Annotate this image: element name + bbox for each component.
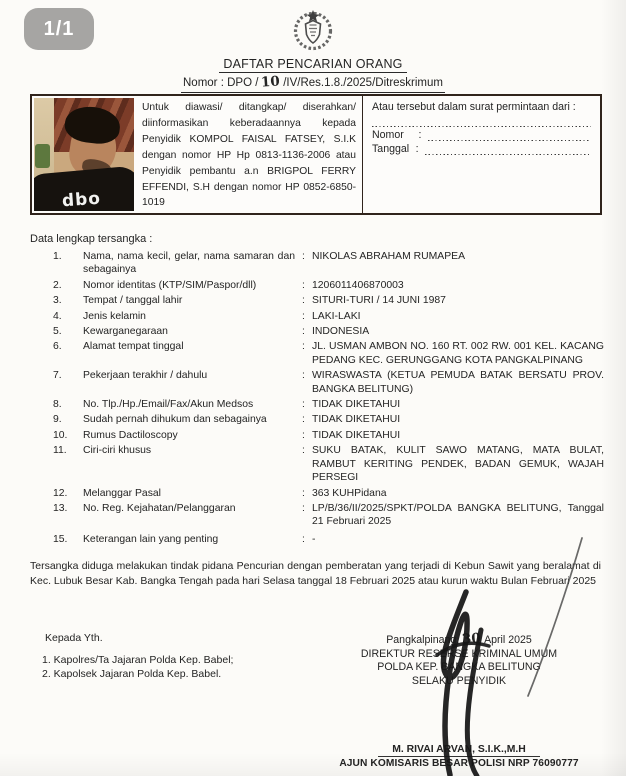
case-summary: Tersangka diduga melakukan tindak pidana Pencurian dengan pemberatan yang terjadi di Kebun Sawit yang beralamat di Kec. Lubuk Besar Kab. Bangka Tengah pada hari Selasa tanggal 18 Februari 2025 atau kurun waktu Bulan Februari 2025 [30,560,601,587]
signature-block [306,630,612,770]
table-row: 1. Nama, nama kecil, gelar, nama samaran dan sebagainya : NIKOLAS ABRAHAM RUMAPEA [53,251,466,276]
page-indicator-badge [24,8,94,50]
suspect-data-table [30,250,604,548]
list-item: 1. Kapolres/Ta Jajaran Polda Kep. Babel; [42,654,234,666]
document-header [0,55,626,93]
table-row: 6. Alamat tempat tinggal : JL. USMAN AMBON NO. 160 RT. 002 RW. 001 KEL. KACANG PEDANG KEC. GERUNGGANG KOTA PANGKALPINANG [53,341,604,366]
table-row: 5. Kewarganegaraan : INDONESIA [53,326,370,338]
handwritten-date: 30 [461,630,482,648]
recipients-heading: Kepada Yth. [45,632,103,644]
table-row: 4. Jenis kelamin : LAKI-LAKI [53,310,361,322]
table-row: 8. No. Tlp./Hp./Email/Fax/Akun Medsos : TIDAK DIKETAHUI [53,399,401,411]
table-row: 15. Keterangan lain yang penting : - [53,533,316,545]
signer-rank: AJUN KOMISARIS BESAR POLISI NRP 76090777 [339,758,579,770]
table-row: 13. No. Reg. Kejahatan/Pelanggaran : LP/B/36/II/2025/SPKT/POLDA BANGKA BELITUNG, Tanggal 21 Februari 2025 [53,502,604,528]
dotted-fill [425,143,591,155]
table-row: 7. Pekerjaan terakhir / dahulu : WIRASWASTA (KETUA PEMUDA BATAK BERSATU PROV. BANGKA BELITUNG) [53,370,604,395]
photo-background-foliage [35,144,50,168]
table-row: 3. Tempat / tanggal lahir : SITURI-TURI / 14 JUNI 1987 [53,295,446,307]
photo-tshirt-logo: dbo [61,188,102,211]
table-row: 2. Nomor identitas (KTP/SIM/Paspor/dll) : 1206011406870003 [53,279,404,291]
handwritten-number: 10 [260,73,281,91]
instruction-text: Untuk diawasi/ ditangkap/ diserahkan/ diinformasikan keberadaannya kepada Penyidik KOMPOL FAISAL FATSEY, S.I.K dengan nomor HP Hp 0813-1136-2006 atau Penyidik pembantu a.n BRIGPOL FERRY EFFENDI, S.H dengan nomor HP 0852-6850-1019 [136,96,363,213]
dotted-fill [428,129,591,141]
signer-name: M. RIVAI ARVAN, S.I.K.,M.H [306,744,612,757]
request-nomor-label: Nomor [372,129,404,141]
request-header: Atau tersebut dalam surat permintaan dari : [372,101,576,113]
document-title: DAFTAR PENCARIAN ORANG [223,57,403,71]
place-date-line: Pangkalpinang, 30 April 2025 [386,630,532,648]
suspect-photo [34,98,134,211]
signer-title: DIREKTUR RESERSE KRIMINAL UMUM [360,647,558,660]
notice-box [30,94,602,215]
table-row: 12. Melanggar Pasal : 363 KUHPidana [53,487,387,499]
table-row: 10. Rumus Dactiloscopy : TIDAK DIKETAHUI [53,429,401,441]
list-item: 2. Kapolsek Jajaran Polda Kep. Babel. [42,668,222,681]
request-cell: Atau tersebut dalam surat permintaan dari : Nomor : Tanggal : [363,96,600,213]
signer-title: POLDA KEP. BANGKA BELITUNG [377,661,541,674]
request-tanggal-label: Tanggal [372,143,410,155]
table-row: 11. Ciri-ciri khusus : SUKU BATAK, KULIT SAWO MATANG, MATA BULAT, RAMBUT KERITING PENDEK, BADAN GEMUK, WAJAH PERSEGI [53,445,604,484]
recipients-list [42,653,233,681]
signer-title: SELAKU PENYIDIK [411,674,507,687]
section-title: Data lengkap tersangka : [30,233,153,245]
table-row: 9. Sudah pernah dihukum dan sebagainya : TIDAK DIKETAHUI [53,414,401,426]
document-number: Nomor : DPO / 10 /IV/Res.1.8./2025/Ditreskrimum [181,73,445,93]
page-indicator-label: 1/1 [43,17,75,40]
polri-emblem-icon [287,3,339,55]
dotted-line [372,117,591,127]
